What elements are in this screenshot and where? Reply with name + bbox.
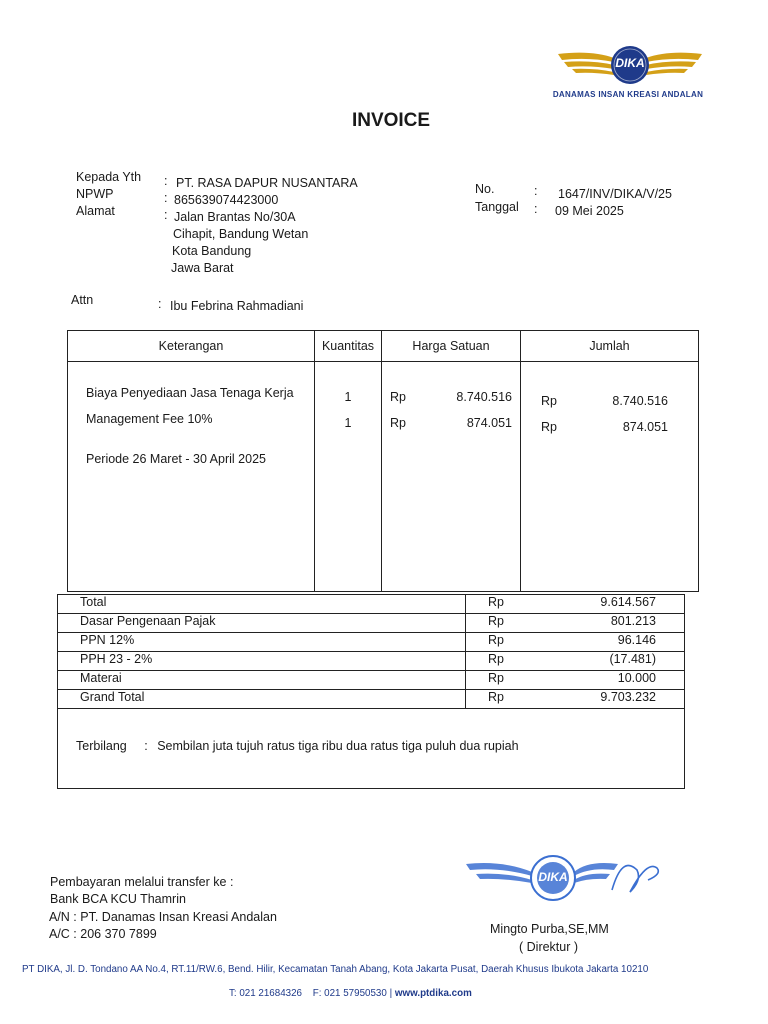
signatory-name: Mingto Purba,SE,MM — [490, 922, 609, 936]
header-unit-price: Harga Satuan — [382, 331, 521, 362]
summary-label: PPN 12% — [58, 633, 466, 652]
in-words-cell: Terbilang : Sembilan juta tujuh ratus tiga ribu dua ratus tiga puluh dua rupiah — [58, 709, 685, 789]
footer-address: PT DIKA, Jl. D. Tondano AA No.4, RT.11/RW.6, Bend. Hilir, Kecamatan Tanah Abang, Kota Jakarta Pusat, Daerah Khusus Ibukota Jakarta 10210 — [22, 964, 649, 975]
summary-row — [58, 633, 685, 652]
invoice-no-label: No. — [475, 182, 495, 196]
amount-column — [521, 362, 699, 592]
summary-value: 96.146 — [617, 633, 656, 647]
invoice-date-label: Tanggal — [475, 200, 519, 214]
summary-label: Total — [58, 595, 466, 614]
item-unit-price-row — [390, 416, 512, 430]
to-colon: : — [164, 174, 168, 188]
summary-label: Dasar Pengenaan Pajak — [58, 614, 466, 633]
currency-label: Rp — [488, 671, 504, 685]
invoice-no-colon: : — [534, 184, 538, 198]
item-amount: 874.051 — [622, 420, 668, 434]
attn-label: Attn — [71, 293, 94, 307]
payment-intro: Pembayaran melalui transfer ke : — [50, 875, 234, 889]
address-line-2: Cihapit, Bandung Wetan — [173, 227, 309, 241]
address-colon: : — [164, 208, 168, 222]
logo-text: DIKA — [615, 56, 645, 70]
footer-contacts — [229, 988, 472, 999]
address-line-3: Kota Bandung — [172, 244, 252, 258]
items-table-header — [68, 331, 699, 362]
footer-fax: F: 021 57950530 — [312, 988, 387, 999]
currency-label: Rp — [488, 652, 504, 666]
currency-label: Rp — [488, 614, 504, 628]
item-unit-price: 874.051 — [466, 416, 512, 430]
attn-colon: : — [158, 297, 162, 311]
header-qty: Kuantitas — [315, 331, 382, 362]
company-tagline: DANAMAS INSAN KREASI ANDALAN — [552, 90, 704, 99]
stamp-text: DIKA — [538, 870, 568, 884]
footer-website[interactable]: www.ptdika.com — [394, 988, 472, 999]
payment-bank: Bank BCA KCU Thamrin — [50, 892, 186, 906]
summary-value: 9.614.567 — [600, 595, 656, 609]
summary-row — [58, 614, 685, 633]
npwp-value: 865639074423000 — [174, 193, 279, 207]
summary-value-cell — [466, 595, 685, 614]
summary-value: 9.703.232 — [600, 690, 656, 704]
item-unit-price-row — [390, 390, 512, 416]
to-label: Kepada Yth — [76, 170, 142, 184]
npwp-label: NPWP — [76, 187, 114, 201]
invoice-date-value: 09 Mei 2025 — [555, 204, 624, 218]
items-table-body — [68, 362, 699, 592]
page-title: INVOICE — [351, 110, 431, 131]
summary-value: 801.213 — [610, 614, 656, 628]
summary-value-cell — [466, 614, 685, 633]
summary-row — [58, 652, 685, 671]
header-amount: Jumlah — [521, 331, 699, 362]
invoice-no-value: 1647/INV/DIKA/V/25 — [558, 187, 672, 201]
summary-row — [58, 595, 685, 614]
npwp-colon: : — [164, 191, 168, 205]
footer-phone: T: 021 21684326 — [229, 988, 302, 999]
currency-label: Rp — [541, 394, 557, 408]
currency-label: Rp — [390, 390, 406, 404]
in-words-label: Terbilang — [76, 739, 127, 753]
qty-column — [315, 362, 382, 592]
summary-table — [57, 594, 685, 789]
summary-label: Materai — [58, 671, 466, 690]
summary-value-cell — [466, 671, 685, 690]
address-label: Alamat — [76, 204, 115, 218]
summary-value: (17.481) — [609, 652, 656, 666]
summary-label: PPH 23 - 2% — [58, 652, 466, 671]
item-unit-price: 8.740.516 — [456, 390, 512, 404]
currency-label: Rp — [488, 633, 504, 647]
payment-account-number: A/C : 206 370 7899 — [49, 927, 157, 941]
unit-price-column — [382, 362, 521, 592]
item-amount: 8.740.516 — [612, 394, 668, 408]
summary-value-cell — [466, 633, 685, 652]
currency-label: Rp — [390, 416, 406, 430]
address-line-1: Jalan Brantas No/30A — [174, 210, 296, 224]
summary-value: 10.000 — [617, 671, 656, 685]
item-qty: 1 — [344, 416, 352, 430]
summary-label: Grand Total — [58, 690, 466, 709]
items-table — [67, 330, 699, 592]
summary-row — [58, 671, 685, 690]
item-amount-row — [541, 394, 668, 420]
item-qty: 1 — [344, 390, 352, 404]
currency-label: Rp — [488, 595, 504, 609]
attn-value: Ibu Febrina Rahmadiani — [170, 299, 304, 313]
footer-separator: | — [389, 988, 393, 999]
currency-label: Rp — [541, 420, 557, 434]
company-stamp — [462, 850, 672, 910]
period-text: Periode 26 Maret - 30 April 2025 — [86, 452, 266, 466]
in-words-row — [58, 709, 685, 789]
item-description: Management Fee 10% — [86, 412, 213, 426]
signatory-title: ( Direktur ) — [519, 940, 579, 954]
header-description: Keterangan — [68, 331, 315, 362]
item-amount-row — [541, 420, 668, 434]
currency-label: Rp — [488, 690, 504, 704]
address-line-4: Jawa Barat — [171, 261, 234, 275]
summary-value-cell — [466, 652, 685, 671]
description-column — [68, 362, 315, 592]
to-value: PT. RASA DAPUR NUSANTARA — [176, 176, 358, 190]
payment-account-name: A/N : PT. Danamas Insan Kreasi Andalan — [49, 910, 277, 924]
in-words-value: Sembilan juta tujuh ratus tiga ribu dua ratus tiga puluh dua rupiah — [157, 739, 519, 753]
summary-row — [58, 690, 685, 709]
invoice-date-colon: : — [534, 202, 538, 216]
summary-value-cell — [466, 690, 685, 709]
item-description: Biaya Penyediaan Jasa Tenaga Kerja — [86, 386, 294, 400]
